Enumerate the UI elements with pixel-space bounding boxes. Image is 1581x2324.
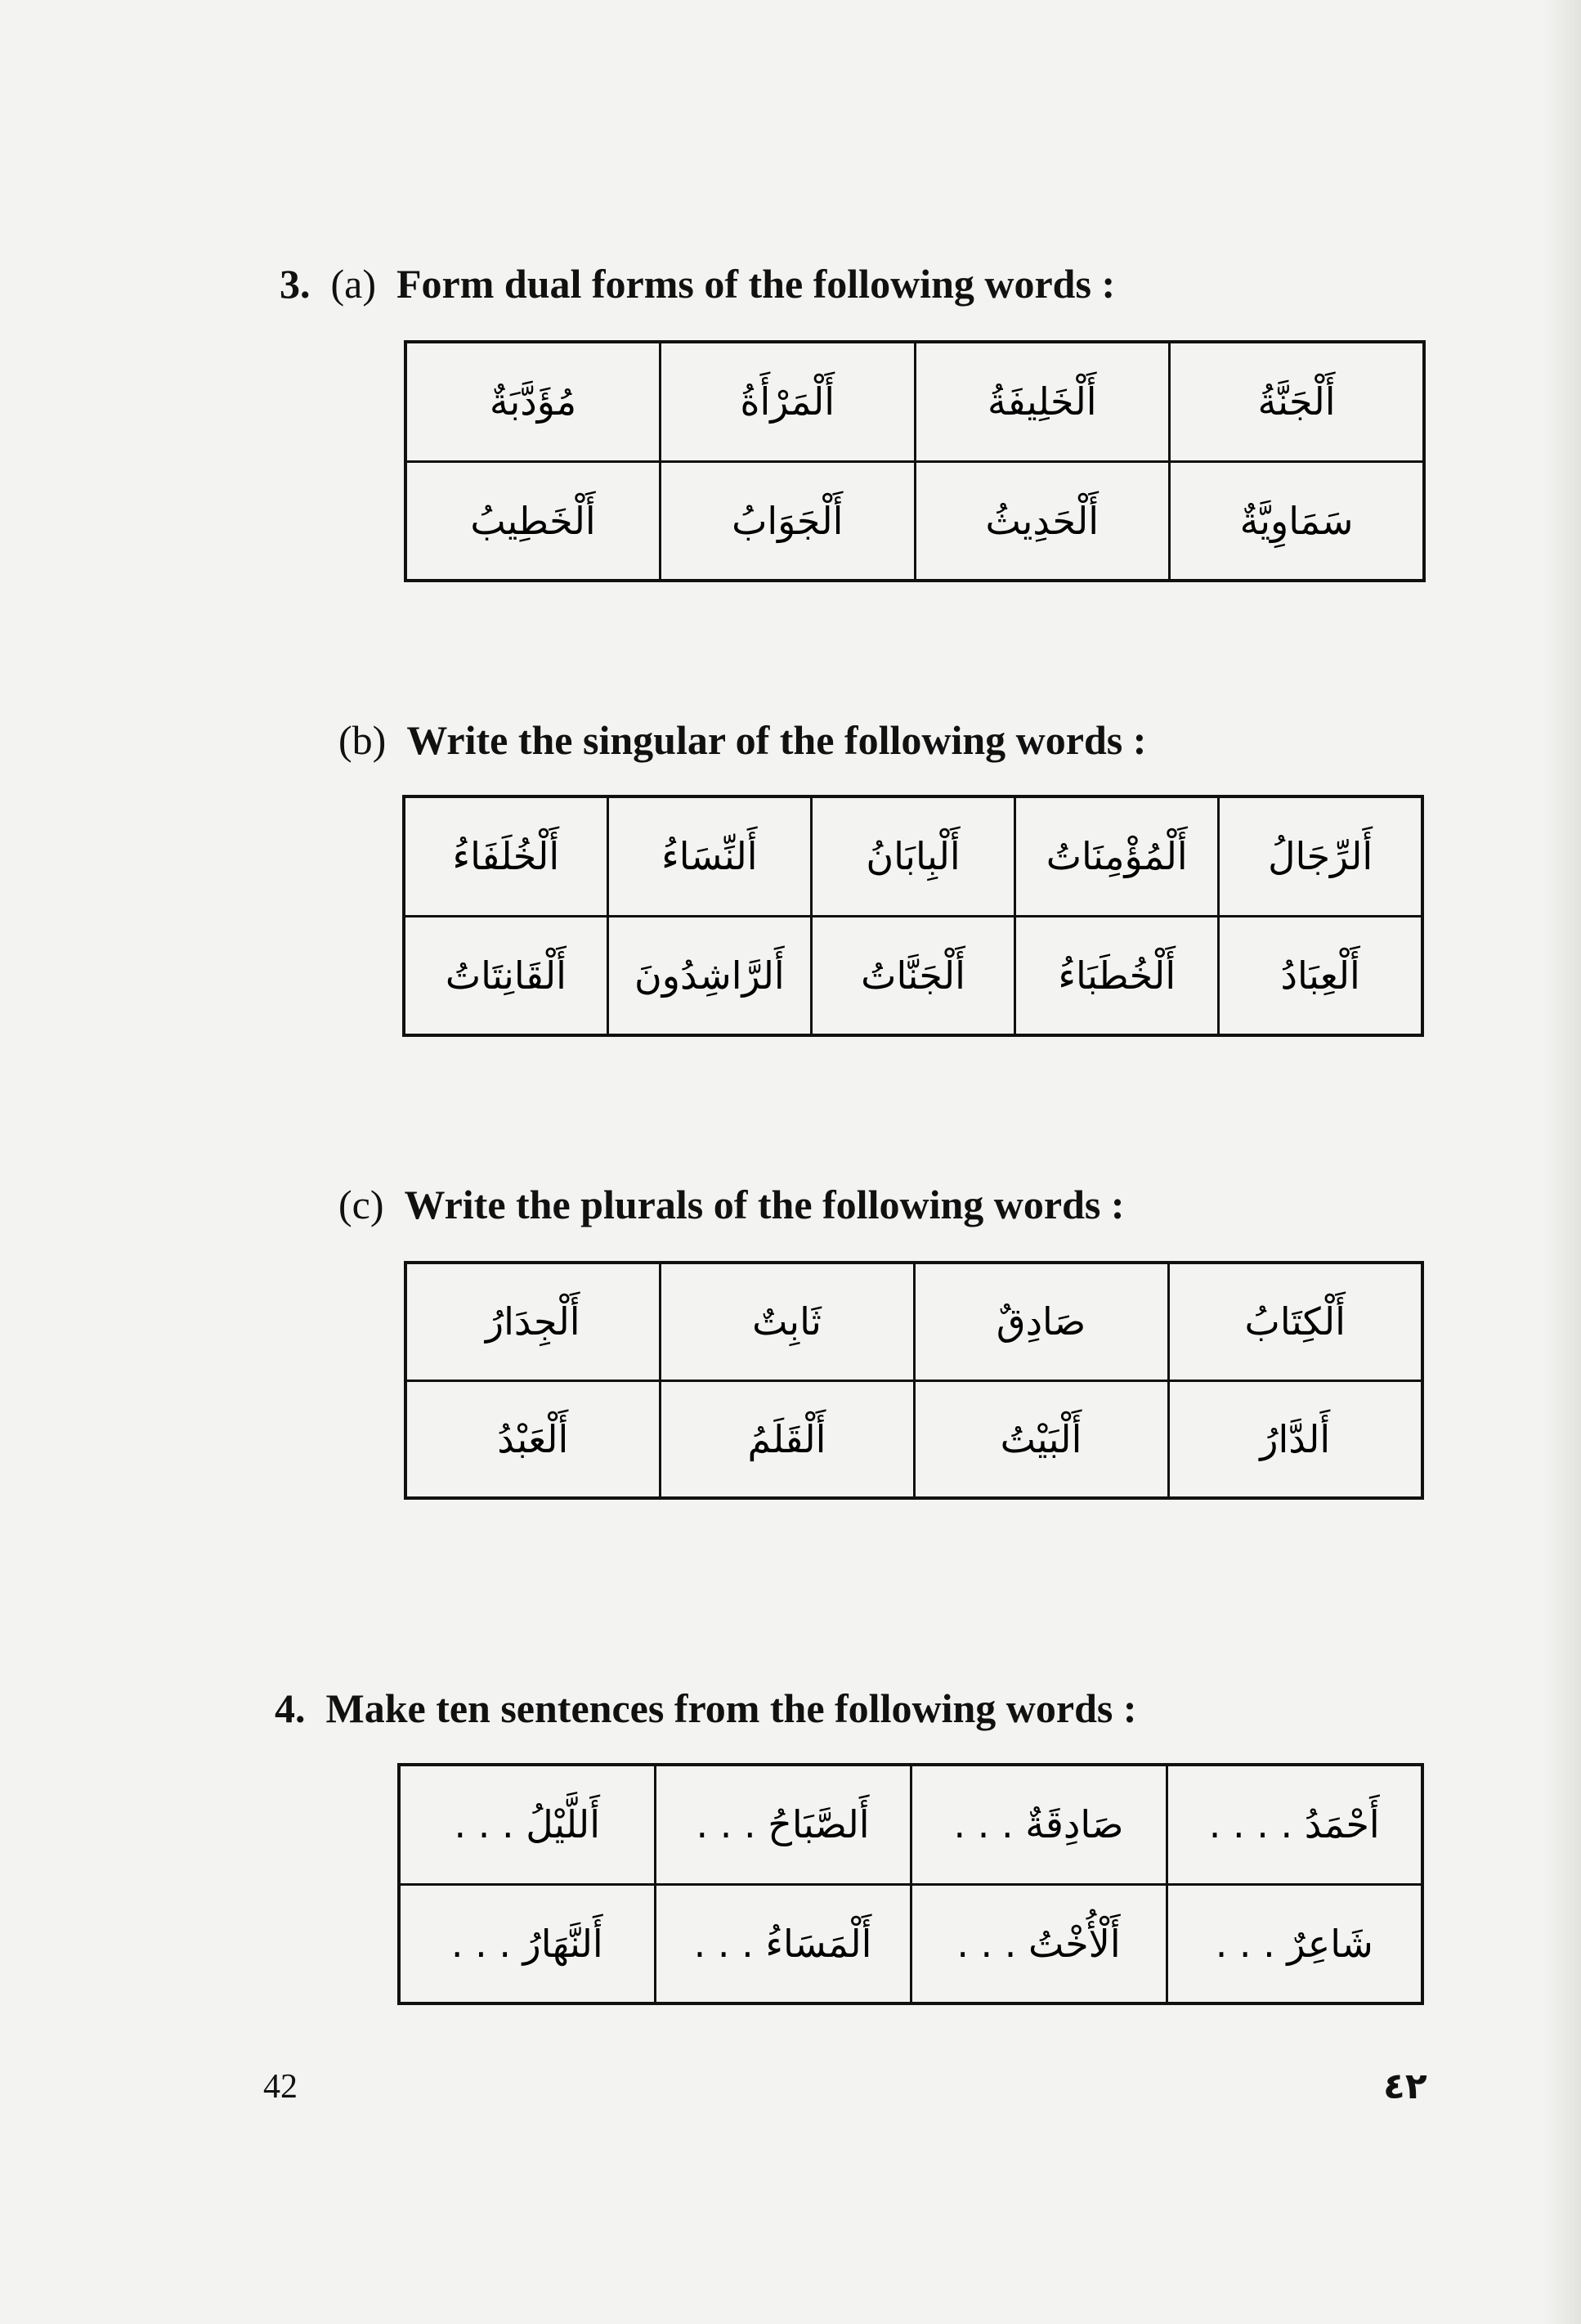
word-cell: أَلْبِابَانُ	[811, 796, 1014, 916]
word-cell: أَلْقَانِتَاتُ	[404, 916, 607, 1035]
word-cell: أَلْحَدِيثُ	[915, 461, 1170, 581]
exercise-4-number: 4.	[275, 1685, 306, 1731]
page-number-arabic: ٤٢	[1383, 2066, 1427, 2107]
exercise-4-instruction: Make ten sentences from the following words :	[325, 1685, 1137, 1731]
word-cell: أَلْمَرْأَةُ	[661, 342, 916, 461]
table-row	[404, 796, 1422, 916]
word-cell: أَلْأُخْتُ . . .	[911, 1884, 1167, 2003]
word-cell: أَلْمَسَاءُ . . .	[655, 1884, 911, 2003]
table-row	[405, 342, 1424, 461]
word-cell: صَادِقَةٌ . . .	[911, 1765, 1167, 1884]
dual-forms-table	[404, 340, 1426, 582]
sentence-words-table	[397, 1763, 1424, 2005]
singular-forms-table	[402, 795, 1424, 1037]
table-row	[405, 1263, 1422, 1380]
word-cell: أَلرِّجَالُ	[1219, 796, 1422, 916]
part-b-instruction: Write the singular of the following words :	[406, 717, 1147, 763]
table-row	[405, 1380, 1422, 1498]
word-cell: أَحْمَدُ . . . .	[1167, 1765, 1422, 1884]
word-cell: أَلْمُؤْمِنَاتُ	[1015, 796, 1219, 916]
word-cell: أَلْجَنَّةُ	[1170, 342, 1425, 461]
word-cell: أَلْبَيْتُ	[914, 1380, 1168, 1498]
word-cell: أَلْخَلِيفَةُ	[915, 342, 1170, 461]
plural-forms-table	[404, 1261, 1424, 1500]
word-cell: أَلْكِتَابُ	[1168, 1263, 1422, 1380]
word-cell: أَلْجَنَّاتُ	[811, 916, 1014, 1035]
word-cell: أَلْخُطَبَاءُ	[1015, 916, 1219, 1035]
table-row	[404, 916, 1422, 1035]
word-cell: أَلصَّبَاحُ . . .	[655, 1765, 911, 1884]
table-row	[399, 1765, 1422, 1884]
word-cell: أَلنَّهَارُ . . .	[399, 1884, 655, 2003]
word-cell: مُؤَدَّبَةٌ	[405, 342, 661, 461]
exercise-4-heading	[275, 1685, 1137, 1731]
word-cell: أَلْعَبْدُ	[405, 1380, 660, 1498]
part-b-label: (b)	[338, 717, 387, 763]
word-cell: أَللَّيْلُ . . .	[399, 1765, 655, 1884]
word-cell: أَلنِّسَاءُ	[607, 796, 811, 916]
word-cell: أَلْعِبَادُ	[1219, 916, 1422, 1035]
word-cell: أَلرَّاشِدُونَ	[607, 916, 811, 1035]
part-c-instruction: Write the plurals of the following words :	[404, 1182, 1125, 1227]
word-cell: ثَابِتٌ	[660, 1263, 914, 1380]
word-cell: أَلْخُلَفَاءُ	[404, 796, 607, 916]
word-cell: أَلْخَطِيبُ	[405, 461, 661, 581]
exercise-3a-heading	[280, 261, 1116, 307]
part-a-instruction: Form dual forms of the following words :	[396, 261, 1116, 307]
exercise-3b-heading	[338, 717, 1147, 763]
exercise-3-number: 3.	[280, 261, 311, 307]
word-cell: صَادِقٌ	[914, 1263, 1168, 1380]
part-c-label: (c)	[338, 1182, 384, 1227]
table-row	[405, 461, 1424, 581]
word-cell: أَلْجِدَارُ	[405, 1263, 660, 1380]
page-number: 42	[263, 2068, 298, 2106]
table-row	[399, 1884, 1422, 2003]
word-cell: أَلْجَوَابُ	[661, 461, 916, 581]
exercise-3c-heading	[338, 1184, 1124, 1225]
page-edge	[1543, 0, 1581, 2324]
word-cell: سَمَاوِيَّةٌ	[1170, 461, 1425, 581]
word-cell: شَاعِرٌ . . .	[1167, 1884, 1422, 2003]
part-a-label: (a)	[330, 261, 376, 307]
word-cell: أَلدَّارُ	[1168, 1380, 1422, 1498]
word-cell: أَلْقَلَمُ	[660, 1380, 914, 1498]
